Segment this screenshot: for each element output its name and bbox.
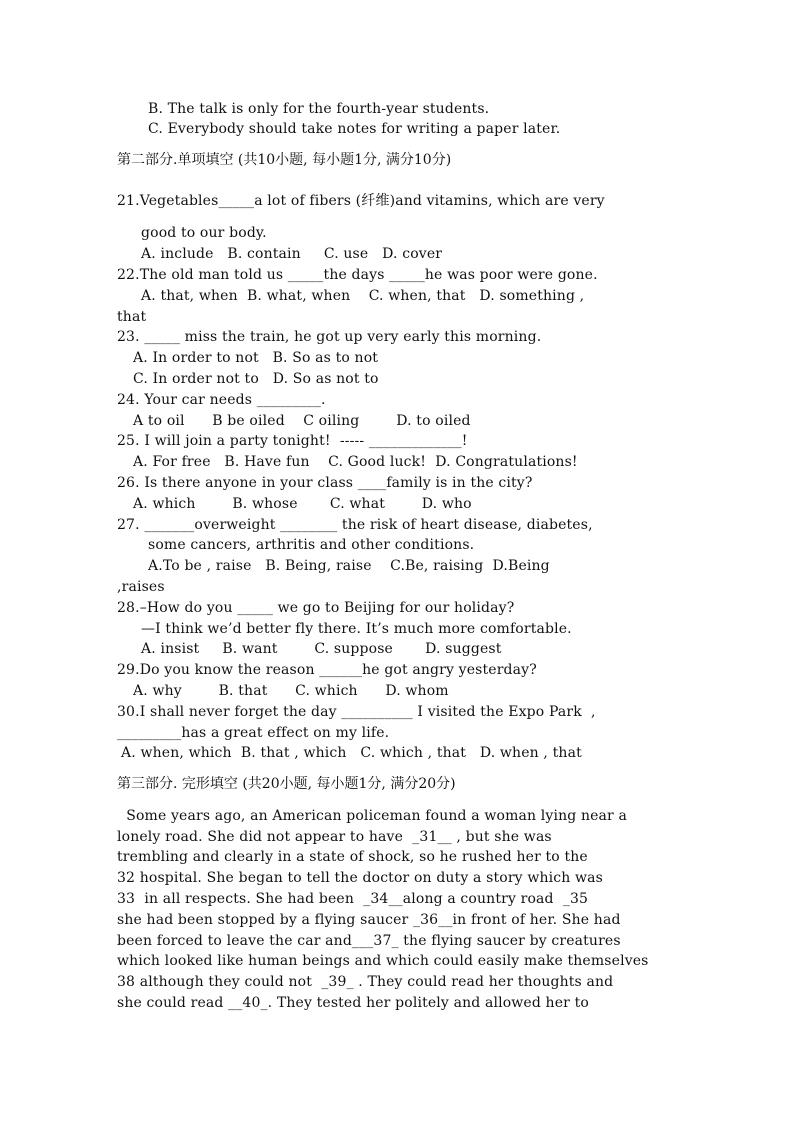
passage-line: she could read __40_. They tested her politely and allowed her to <box>117 995 589 1011</box>
q25-stem: 25. I will join a party tonight! ----- _____________! <box>117 433 468 449</box>
q30-options: A. when, which B. that , which C. which , that D. when , that <box>121 745 582 761</box>
q27-options: A.To be , raise B. Being, raise C.Be, raising D.Being <box>148 558 550 574</box>
q23-options-2: C. In order not to D. So as not to <box>133 371 379 387</box>
q27-stem: 27. _______overweight ________ the risk of heart disease, diabetes, <box>117 517 593 533</box>
q23-options-1: A. In order to not B. So as to not <box>133 350 379 366</box>
q27-options-wrap: ,raises <box>117 579 165 595</box>
passage-line: Some years ago, an American policeman found a woman lying near a <box>117 808 627 824</box>
q27-stem-continued: some cancers, arthritis and other conditions. <box>148 537 475 553</box>
q29-stem: 29.Do you know the reason ______he got angry yesterday? <box>117 662 537 678</box>
passage-line: 38 although they could not _39_ . They could read her thoughts and <box>117 974 614 990</box>
q22-options-wrap: that <box>117 309 147 325</box>
passage-line: lonely road. She did not appear to have _31__ , but she was <box>117 829 552 845</box>
q28-stem: 28.–How do you _____ we go to Beijing for our holiday? <box>117 600 515 616</box>
q30-stem-continued: _________has a great effect on my life. <box>117 725 390 741</box>
q29-options: A. why B. that C. which D. whom <box>133 683 449 699</box>
q21-options: A. include B. contain C. use D. cover <box>141 246 443 262</box>
q21-stem: 21.Vegetables_____a lot of fibers (纤维)and vitamins, which are very <box>117 193 605 209</box>
passage-line: trembling and clearly in a state of shock, so he rushed her to the <box>117 849 588 865</box>
part3-heading: 第三部分. 完形填空 (共20小题, 每小题1分, 满分20分) <box>117 776 456 792</box>
q30-stem: 30.I shall never forget the day __________ I visited the Expo Park , <box>117 704 596 720</box>
q20-option-b: B. The talk is only for the fourth-year students. <box>148 101 490 117</box>
q21-stem-continued: good to our body. <box>141 225 267 241</box>
passage-line: which looked like human beings and which could easily make themselves <box>117 953 649 969</box>
q24-options: A to oil B be oiled C oiling D. to oiled <box>133 413 471 429</box>
q28-reply: —I think we’d better fly there. It’s much more comfortable. <box>141 621 572 637</box>
q25-options: A. For free B. Have fun C. Good luck! D. Congratulations! <box>133 454 578 470</box>
passage-line: 32 hospital. She began to tell the doctor on duty a story which was <box>117 870 603 886</box>
q20-option-c: C. Everybody should take notes for writing a paper later. <box>148 121 561 137</box>
q26-stem: 26. Is there anyone in your class ____family is in the city? <box>117 475 533 491</box>
q23-stem: 23. _____ miss the train, he got up very early this morning. <box>117 329 542 345</box>
q24-stem: 24. Your car needs _________. <box>117 392 326 408</box>
q28-options: A. insist B. want C. suppose D. suggest <box>141 641 502 657</box>
passage-line: been forced to leave the car and___37_ the flying saucer by creatures <box>117 933 621 949</box>
q22-options: A. that, when B. what, when C. when, that D. something , <box>141 288 585 304</box>
q26-options: A. which B. whose C. what D. who <box>133 496 472 512</box>
part2-heading: 第二部分.单项填空 (共10小题, 每小题1分, 满分10分) <box>117 152 452 168</box>
passage-line: 33 in all respects. She had been _34__along a country road _35 <box>117 891 589 907</box>
q22-stem: 22.The old man told us _____the days _____he was poor were gone. <box>117 267 598 283</box>
passage-line: she had been stopped by a flying saucer _36__in front of her. She had <box>117 912 621 928</box>
